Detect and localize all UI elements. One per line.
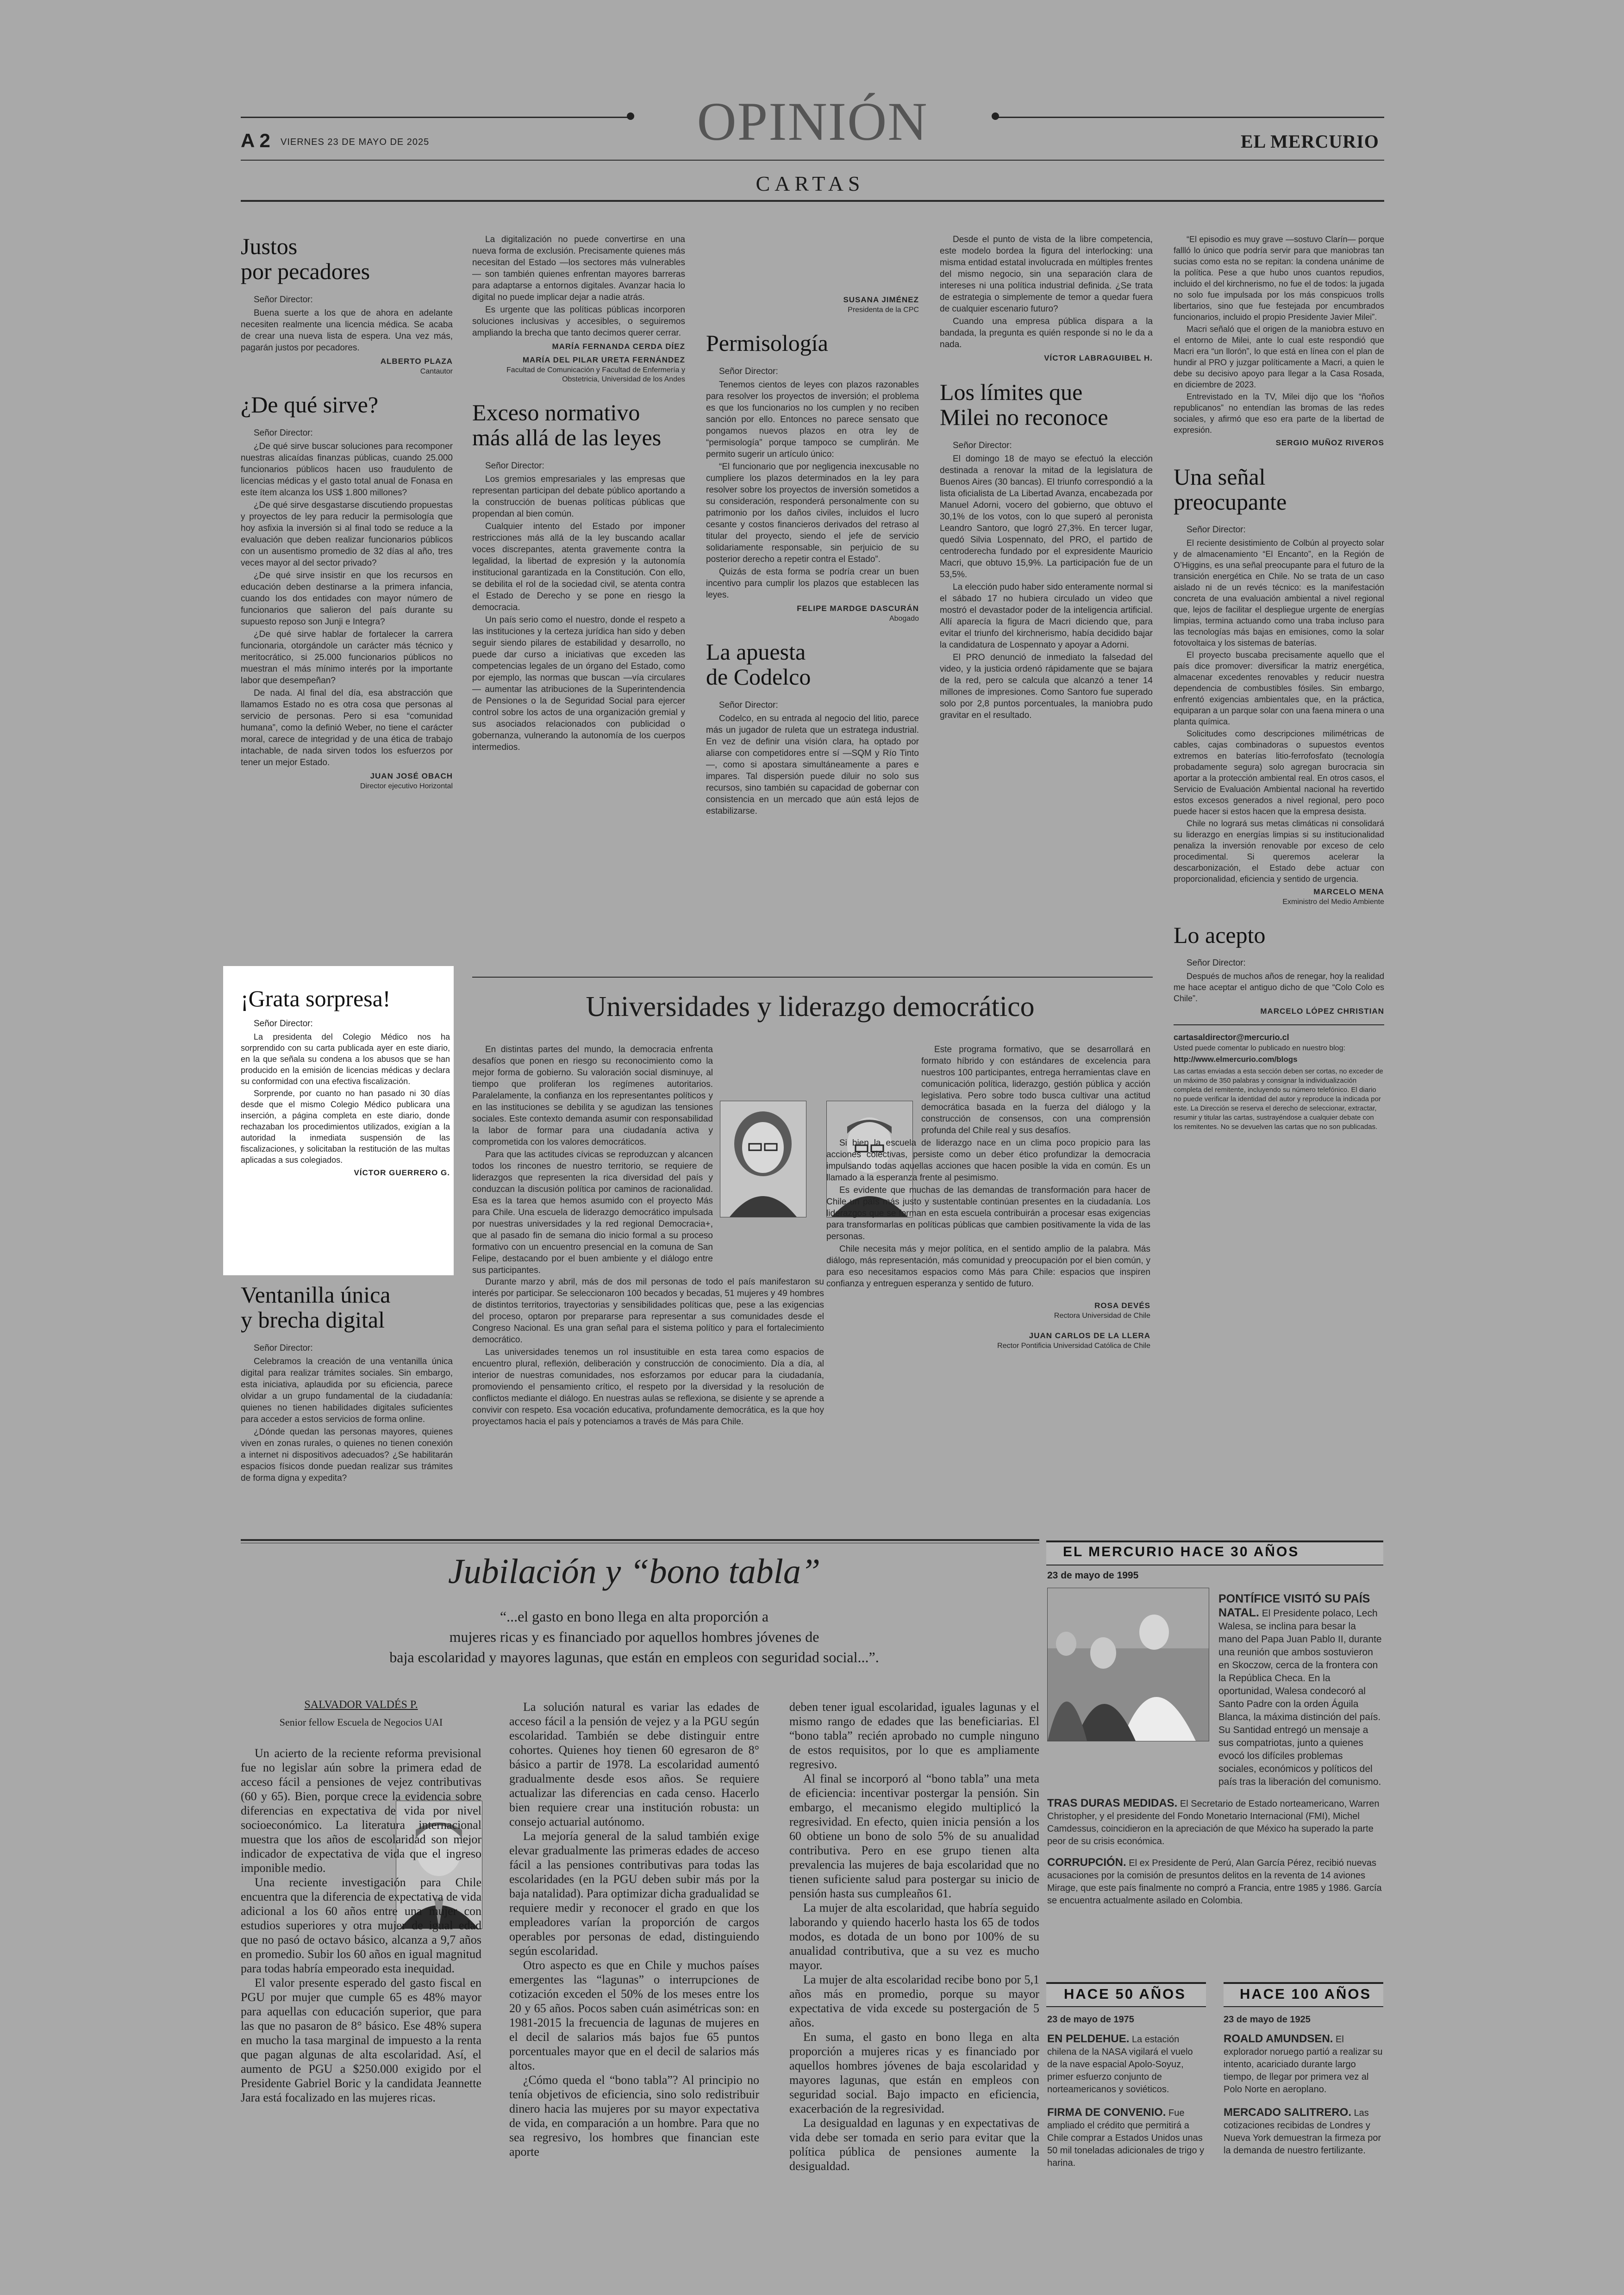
letters-policy: Las cartas enviadas a esta sección deben ser cortas, no exceder de un máximo de 350 palabras y consignar la individualización completa del remitente, incluyendo su número telefónico. El diario no puede verificar la identidad del autor y reproduce la indicada por este. La Dirección se reserva el derecho de seleccionar, extractar, resumir y titular las cartas, sustrayéndose a cualquier debate con los remitentes. No se devuelven las cartas que no son publicadas. — [1174, 1067, 1383, 1131]
letter-signature: FELIPE MARDGE DASCURÁN — [797, 604, 919, 613]
hace-50-items: 23 de mayo de 1975 EN PELDEHUE. La estación chilena de la NASA vigilará el vuelo de la nave espacial Apolo-Soyuz, primer esfuerzo conjunto de norteamericanos y soviéticos. FIRMA DE CONVENIO. Fue ampliado el crédito que permitirá a Chile comprar a Estados Unidos unas 50 mil toneladas adicionales de trigo y harina. — [1047, 2014, 1205, 2168]
subsection-title: CARTAS — [756, 172, 865, 195]
blog-link[interactable]: http://www.elmercurio.com/blogs — [1174, 1055, 1298, 1064]
section-title: OPINIÓN — [697, 91, 928, 152]
letter-title: Exceso normativo más allá de las leyes — [472, 399, 662, 450]
letter-ventanilla: Ventanilla única y brecha digital Señor Director: Celebramos la creación de una ventanilla única digital para realizar trámites sociales. Sin embargo, esta iniciativa, aplaudida por su eficiencia, parece olvidar a un grupo fundamental de la ciudadanía: quienes no tienen habilidades digitales suficientes para acceder a estos servicios de forma online. ¿Dónde quedan las personas mayores, quienes viven en zonas rurales, o quienes no tienen conexión a internet ni dispositivos adecuados? ¿Se habilitarán espacios físicos donde puedan realizar sus trámites de forma digna y expedita? — [241, 1282, 453, 1483]
letter-column-3: SUSANA JIMÉNEZ Presidenta de la CPC Permisología Señor Director: Tenemos cientos de leyes con plazos razonables para resolver los proyectos de inversión; el problema es que los funcionarios no los cumplen y no reciben sanción por ello. Entonces no parece sensato que pongamos nuevos plazos en otra ley de “permisología” porque tampoco se cumplirán. Me permito sugerir un artículo único: “El funcionario que por negligencia inexcusable no cumpliere los plazos determinados en la ley para resolver sobre los proyectos de inversión sometidos a su consideración, responderá personalmente con su patrimonio por los daños civiles, incluidos el lucro cesante y costos financieros derivados del retraso al titular del proyecto, siendo el jefe de servicio solidariamente responsable, sin perjuicio de su posterior derecho a repetir contra el Estado”. Quizás de esta forma se podría crear un buen incentivo para cumplir los plazos que establecen las leyes. FELIPE MARDGE DASCURÁN Abogado La apuesta de Codelco Señor Director: Codelco, en su entrada al negocio del litio, parece más un jugador de ruleta que un estratega industrial. En vez de definir una visión clara, ha optado por aliarse con competidores entre sí —SQM y Río Tinto—, como si apostara simultáneamente a pares e impares. Tal dispersión puede diluir no solo sus recursos, sino también su capacidad de gobernar con consistencia en un mercado que aún está lejos de estabilizarse. — [706, 234, 919, 818]
jubilacion-author: SALVADOR VALDÉS P. — [304, 1699, 418, 1711]
hace-30-header: EL MERCURIO HACE 30 AÑOS — [1063, 1544, 1299, 1559]
letter-column-4: Desde el punto de vista de la libre competencia, este modelo bordea la figura del interlocking: una misma entidad estatal involucrada en múltiples frentes del mismo negocio, sin una separación clara de intereses ni una política industrial definida. ¿Se trata de estrategia o simplemente de temor a quedar fuera de cualquier escenario futuro? Cuando una empresa pública dispara a la bandada, la pregunta es quién responde si no le da a nada. VÍCTOR LABRAGUIBEL H. Los límites que Milei no reconoce Señor Director: El domingo 18 de mayo se efectuó la elección destinada a renovar la mitad de la legislatura de Buenos Aires (30 bancas). El triunfo correspondió a la lista oficialista de La Libertad Avanza, encabezada por Manuel Adorni, vocero del gobierno, que obtuvo el 30,1% de los votos, con lo que superó al peronista Leandro Santoro, que logró 27,3%. En tercer lugar, quedó Silvia Lospennato, del PRO, el partido de centroderecha fundado por el expresidente Mauricio Macri, que obtuvo 15,9%. La participación fue de un 53,5%. La elección pudo haber sido enteramente normal si el sábado 17 no hubiera circulado un video que mostró el devastador poder de la inteligencia artificial. Allí aparecía la figura de Macri diciendo que, para evitar el triunfo del kirchnerismo, había decidido bajar la candidatura de Lospennato y apoyar a Adorni. El PRO denunció de inmediato la falsedad del video, y la justicia ordenó rápidamente que se bajara de la red, pero se calcula que alcanzó a tener 14 millones de impresiones. Como Santoro fue superado solo por 2,8 puntos porcentuales, la maniobra pudo gravitar en el resultado. — [940, 235, 1153, 720]
jubilacion-col-2: La solución natural es variar las edades de acceso fácil a la pensión de vejez y a la PGU según escolaridad. También se debe distinguir entre cohortes. Quienes hoy tienen 60 egresaron de 8° básico a partir de 1978. La escolaridad aumentó gradualmente desde esos años. Se requiere actualizar las diferencias en cada censo. Hacerlo bien requiere crear una institución robusta: un consejo actuarial autónomo. La mejoría general de la salud también exige elevar gradualmente las primeras edades de acceso fácil a las pensiones contributivas para todas las escolaridades (en la PGU deben subir más por la baja natalidad). Para optimizar dicha gradualidad se requiere medir y reconocer el grado en que los empleadores varían la proporción de cargos operables por personas de edad, distinguiendo según escolaridad. Otro aspecto es que en Chile y muchos países emergentes las “lagunas” o interrupciones de cotización exceden el 50% de los meses entre los 20 y 65 años. Pocos saben cuán asimétricas son: en 1981-2015 la frecuencia de lagunas de mujeres en el decil de salarios más bajos fue 65 puntos porcentuales mayor que en el decil de salarios más altos. ¿Cómo queda el “bono tabla”? Al principio no tenía objetivos de eficiencia, sino solo redistribuir dinero hacia las mujeres por su mayor expectativa de vida, en comparación a un hombre. Para que no sea regresivo, los hombres que financian este aporte — [509, 1700, 759, 2158]
letter-title: Permisología — [706, 330, 828, 356]
universidades-col-2: Este programa formativo, que se desarrollará en formato híbrido y con estándares de excelencia para nuestros 100 participantes, entrega herramientas clave en comunicación política, liderazgo, gestión pública y acción legislativa. Pero sobre todo busca cultivar una actitud democrática basada en la fuerza del diálogo y la construcción de consensos, con una comprensión profunda del Chile real y sus desafíos. Si bien la escuela de liderazgo nace en un clima poco propicio para las acciones colectivas, persiste como un deber ético profundizar la democracia impulsando todas aquellas acciones que hacen posible la vida en común. Es un llamado a la esperanza frente al pesimismo. Es evidente que muchas de las demandas de transformación para hacer de Chile un país más justo y sustentable continúan presentes en la ciudadanía. Los liderazgos que se forman en esta escuela contribuirán a procesar esas exigencias para transformarlas en políticas públicas que cambien positivamente la vida de las personas. Chile necesita más y mejor política, en el sentido amplio de la palabra. Más diálogo, más representación, más comunidad y preocupación por el bien común, y para eso necesitamos espacios como Más para Chile: espacios que inspiren confianza y entreguen esperanza y sentido de futuro. ROSA DEVÉS Rectora Universidad de Chile JUAN CARLOS DE LA LLERA Rector Pontificia Universidad Católica de Chile — [826, 1045, 1150, 1350]
hace-100-items: 23 de mayo de 1925 ROALD AMUNDSEN. El explorador noruego partió a realizar su intento, acariciado durante largo tiempo, de llegar por primera vez al Polo Norte en aeroplano. MERCADO SALITRERO. Las cotizaciones recibidas de Londres y Nueva York demuestran la firmeza por la demanda de nuestro fertilizante. — [1224, 2014, 1383, 2156]
contact-email[interactable]: cartasaldirector@mercurio.cl — [1174, 1033, 1289, 1042]
universidades-title: Universidades y liderazgo democrático — [586, 991, 1035, 1023]
letter-grata-sorpresa: ¡Grata sorpresa! Señor Director: La presidenta del Colegio Médico nos ha sorprendido con su carta publicada ayer en este diario, en la que señala su condena a los abusos que se han producido en la emisión de licencias médicas y declara su conformidad con una efectiva fiscalización. Sorprende, por cuanto no han pasado ni 30 días desde que el mismo Colegio Médico publicara una inserción, a página completa en este diario, donde rechazaban los procedimientos utilizados, exigían a la autoridad la inmediata suspensión de las fiscalizaciones, y solicitaban la restitución de las multas aplicadas a sus colegiados. VÍCTOR GUERRERO G. — [241, 986, 450, 1179]
page-number: A 2 — [241, 130, 270, 151]
jubilacion-col-3: deben tener igual escolaridad, iguales lagunas y el mismo rango de edades que las beneficiarias. El “bono tabla” recién aprobado no cumple ninguno de estos requisitos, por lo que es ampliamente regresivo. Al final se incorporó al “bono tabla” una meta de eficiencia: incentivar postergar la pensión. Sin embargo, el mecanismo elegido multiplicó la regresividad. En efecto, quien inicia pensión a los 60 obtiene un bono de solo 5% de su anualidad contributiva. Pero en ese grupo tienen alta prevalencia las mujeres de baja escolaridad que no tienen suficiente salud para postergar su inicio de pensión hasta sus cumpleaños 61. La mujer de alta escolaridad, que habría seguido laborando y quiendo hacerlo hasta los 65 de todos modos, es dotada de un bono por 100% de su anualidad contributiva, que a su vez es mucho mayor. La mujer de alta escolaridad recibe bono por 5,1 años más en promedio, porque su mayor expectativa de vida excede su postergación de 5 años. En suma, el gasto en bono llega en alta proporción a mujeres ricas y es financiado por aquellos hombres jóvenes de baja escolaridad y mayores lagunas, que están en empleos con seguridad social. Bajo impacto en eficiencia, exacerbación de la regresividad. La desigualdad en lagunas y en expectativas de vida debe ser tomada en serio para evitar que la política pública de pensiones aumente la desigualdad. — [789, 1700, 1039, 2173]
letter-signature: SERGIO MUÑOZ RIVEROS — [1275, 438, 1384, 447]
letter-signature: ALBERTO PLAZA — [380, 357, 453, 366]
jubilacion-title: Jubilación y “bono tabla” — [448, 1552, 821, 1591]
letter-title: Ventanilla única y brecha digital — [241, 1282, 391, 1333]
letter-title: Una señal preocupante — [1174, 464, 1287, 515]
letter-column-5: “El episodio es muy grave —sostuvo Clarín— porque fallló lo único que podría servir para que maniobras tan sucias como esta no se repitan: la condena unánime de la política. Pese a que hubo unos cuantos repudios, incluido el del kirchnerismo, no fue el de todos: la jugada no solo fue impulsada por los más conspicuos trolls libertarios, sino que fue festejada por encumbrados funcionarios, incluido el propio Presidente Javier Milei”. Macri señaló que el origen de la maniobra estuvo en el entorno de Milei, ante lo cual este respondió que Macri era “un llorón”, lo que está en línea con el plan de hundir al PRO y juzgar políticamente a Macri, a quien le debe su decisivo apoyo para llegar a la Casa Rosada, en diciembre de 2023. Entrevistado en la TV, Milei dijo que los “ñoños republicanos” no entendían las bromas de las redes sociales, y afirmó que eso era parte de la libertad de expresión. SERGIO MUÑOZ RIVEROS Una señal preocupante Señor Director: El reciente desistimiento de Colbún al proyecto solar y de almacenamiento “El Encanto”, en la Región de O’Higgins, es una señal preocupante para el futuro de la transición energética en Chile. No se trata de un caso aislado ni de un revés técnico: es la manifestación concreta de una evaluación ambiental a nivel regional que, lejos de facilitar el despliegue urgente de energías limpias, termina actuando como una traba incluso para las tecnologías más bajas en emisiones, como la solar fotovoltaica y los sistemas de baterías. El proyecto buscaba precisamente aquello que el país dice promover: diversificar la matriz energética, almacenar excedentes renovables y reducir nuestra dependencia de combustibles fósiles. Sin embargo, enfrentó exigencias ambientales que, en la práctica, equiparan a un parque solar con una faena minera o una planta química. Solicitudes como descripciones milimétricas de cables, cajas combinadoras o supuestos eventos extremos en baterías litio-ferrofosfato (tecnología probadamente segura) solo agregan burocracia sin aportar a la protección ambiental real. En otros casos, el Servicio de Evaluación Ambiental nacional ha revertido estos excesos generados a nivel regional, pero poco puede hacer si estos hacen que la empresa desista. Chile no logrará sus metas climáticas ni consolidará su liderazgo en energías limpias si su institucionalidad penaliza la inversión renovable por exceso de celo procedimental. Si queremos acelerar la descarbonización, el Estado debe actuar con proporcionalidad, eficiencia y sentido de urgencia. MARCELO MENA Exministro del Medio Ambiente Lo acepto Señor Director: Después de muchos años de renegar, hoy la realidad me hace aceptar el antiguo dicho de que “Colo Colo es Chile”. MARCELO LÓPEZ CHRISTIAN cartasaldirector@mercurio.cl Usted puede comentar lo publicado en nuestro blog: http://www.elmercurio.com/blogs Las cartas enviadas a esta sección deben ser cortas, no exceder de un máximo de 350 palabras y consignar la individualización completa del remitente, incluyendo su número telefónico. El diario no puede verificar la identidad del autor y reproduce la indicada por este. La Dirección se reserva el derecho de seleccionar, extractar, resumir y titular las cartas, sustrayéndose a cualquier debate con los remitentes. No se devuelven las cartas que no son publicadas. — [1174, 235, 1384, 1131]
letter-title: ¡Grata sorpresa! — [241, 985, 391, 1011]
letter-signature: VÍCTOR GUERRERO G. — [354, 1168, 450, 1177]
letter-title: Lo acepto — [1174, 922, 1266, 948]
hace-50-header: HACE 50 AÑOS — [1064, 1986, 1186, 2002]
letter-column-1: Justos por pecadores Señor Director: Buena suerte a los que de ahora en adelante necesiten realmente una licencia médica. Se acaba de crear una nueva lista de espera. Una vez más, pagarán justos por pecadores. ALBERTO PLAZA Cantautor ¿De qué sirve? Señor Director: ¿De qué sirve buscar soluciones para recomponer nuestras alicaídas finanzas públicas, cuando 25.000 funcionarios públicos hacen uso fraudulento de licencias médicas y el gasto total anual de Fonasa en este ítem alcanza los US$ 1.800 millones? ¿De qué sirve desgastarse discutiendo propuestas y proyectos de ley para reducir la permisología que hoy asfixia la inversión si al final todo se reduce a la evaluación que deben realizar funcionarios públicos con un ausentismo promedio de 32 días al año, tres veces mayor al del sector privado? ¿De qué sirve insistir en que los recursos en educación deben destinarse a la primera infancia, cuando los dos entidades con mayor número de funcionarios que salieron del país durante su supuesto reposo son Junji e Integra? ¿De qué sirve hablar de fortalecer la carrera funcionaria, otorgándole un carácter más técnico y meritocrático, si 25.000 funcionarios públicos no muestran el más mínimo interés por la importante labor que desempeñan? De nada. Al final del día, esa abstracción que llamamos Estado no es otra cosa que personas al servicio de personas. Pero si esa “comunidad humana”, como la definió Weber, no tiene el carácter moral, carece de integridad y de una ética de trabajo intachable, de nada sirven todos los esfuerzos por tener un mejor Estado. JUAN JOSÉ OBACH Director ejecutivo Horizontal — [241, 233, 453, 790]
signature-deves: ROSA DEVÉS — [1094, 1301, 1150, 1310]
jubilacion-col-1: Un acierto de la reciente reforma previsional fue no legislar aún sobre la primera edad de acceso fácil a pensiones de vejez contributivas (60 y 65). Bien, porque crece la evidencia sobre diferencias en expectativa de vida por nivel socioeconómico. La literatura internacional muestra que los años de escolaridad son mejor indicador de expectativa de vida que el ingreso imponible medio. Una reciente investigación para Chile encuentra que la diferencia de expectativa de vida adicional a los 60 años entre una mujer con estudios superiores y otra mujer de igual edad que no pasó de octavo básico, alcanza a 9,7 años en promedio. Subir los 60 años en igual magnitud para todas habría empeorado esta inequidad. El valor presente esperado del gasto fiscal en PGU por mujer que cumple 65 es 48% mayor para aquellas con educación superior, que para las que no pasaron de 8° básico. Ese 48% supera en mucho la tasa marginal de impuesto a la renta que pagan algunas de alta escolaridad. Así, el aumento de PGU a $250.000 exigido por el Presidente Gabriel Boric y la candidata Jeannette Jara está focalizado en las mujeres ricas. — [241, 1746, 481, 2104]
letter-signature: MARCELO LÓPEZ CHRISTIAN — [1260, 1007, 1384, 1016]
letter-signature: VÍCTOR LABRAGUIBEL H. — [1044, 354, 1153, 362]
letter-signature: JUAN JOSÉ OBACH — [370, 772, 453, 780]
letter-title: Justos por pecadores — [241, 233, 370, 284]
letter-signature: MARÍA DEL PILAR URETA FERNÁNDEZ — [522, 355, 685, 364]
letter-signature: SUSANA JIMÉNEZ — [843, 295, 919, 304]
jubilacion-author-role: Senior fellow Escuela de Negocios UAI — [279, 1716, 443, 1728]
page-date: VIERNES 23 DE MAYO DE 2025 — [281, 137, 430, 147]
signature-delallera: JUAN CARLOS DE LA LLERA — [1029, 1331, 1150, 1340]
letter-title: La apuesta de Codelco — [706, 639, 811, 690]
letter-signature: MARCELO MENA — [1313, 887, 1384, 896]
letter-signature: MARÍA FERNANDA CERDA DÍEZ — [552, 342, 685, 351]
letter-title: ¿De qué sirve? — [241, 392, 379, 418]
hace-30-items: PONTÍFICE VISITÓ SU PAÍS NATAL. El Presidente polaco, Lech Walesa, se inclina para besar la mano del Papa Juan Pablo II, durante una reunión que ambos sostuvieron en Skoczow, cerca de la frontera con la República Checa. En la oportunidad, Walesa condecoró al Santo Padre con la orden Águila Blanca, la máxima distinción del país. Su Santidad entregó un mensaje a sus compatriotas, junto a quienes evocó los difíciles problemas sociales, económicos y políticos del país tras la liberación del comunismo. TRAS DURAS MEDIDAS. El Secretario de Estado norteamericano, Warren Christopher, y el presidente del Fondo Monetario Internacional (FMI), Michel Camdessus, coincidieron en la apreciación de que México ha superado la parte peor de su crisis económica. CORRUPCIÓN. El ex Presidente de Perú, Alan García Pérez, recibió nuevas acusaciones por la comisión de presuntos delitos en la reventa de 14 aviones Mirage, que este país finalmente no compró a Francia, entre 1985 y 1986. García se encuentra actualmente asilado en Colombia. — [1047, 1592, 1382, 1906]
jubilacion-pullquote: “...el gasto en bono llega en alta proporción a mujeres ricas y es financiado por aquellos hombres jóvenes de baja escolaridad y mayores lagunas, que están en empleos con seguridad social...”. — [389, 1608, 879, 1665]
newspaper-name: EL MERCURIO — [1241, 131, 1379, 152]
letter-title: Los límites que Milei no reconoce — [940, 379, 1108, 430]
hace-100-header: HACE 100 AÑOS — [1240, 1986, 1372, 2002]
letter-column-2: La digitalización no puede convertirse en una nueva forma de exclusión. Precisamente quienes más necesitan del Estado —los sectores más vulnerables— son también quienes enfrentan mayores barreras para adaptarse a entornos digitales. Avanzar hacia lo digital no puede implicar dejar a nadie atrás. Es urgente que las políticas públicas incorporen soluciones inclusivas y accesibles, o seguiremos ampliando la brecha que tanto decimos querer cerrar. MARÍA FERNANDA CERDA DÍEZ MARÍA DEL PILAR URETA FERNÁNDEZ Facultad de Comunicación y Facultad de Enfermería y Obstetricia, Universidad de los Andes Exceso normativo más allá de las leyes Señor Director: Los gremios empresariales y las empresas que representan participan del debate público aportando a la construcción de buenas políticas públicas que propendan al bien común. Cualquier intento del Estado por imponer restricciones más allá de la ley buscando acallar voces discrepantes, atenta gravemente contra la legalidad, la libertad de expresión y la autonomía institucional garantizada en la Constitución. Con ello, se debilita el rol de la sociedad civil, se atenta contra el Estado de Derecho y se pone en riesgo la democracia. Un país serio como el nuestro, donde el respeto a las instituciones y la certeza jurídica han sido y deben seguir siendo pilares de estabilidad y desarrollo, no puede dar curso a iniciativas que exceden las competencias legales de un órgano del Estado, como por ejemplo, las normas que buscan —vía circulares— aumentar las atribuciones de la Superintendencia de Pensiones o la de Seguridad Social para ejercer control sobre los actos de una organización gremial y sus asociados relacionados con publicidad o gobernanza, vulnerando la autonomía de los cuerpos intermedios. — [472, 235, 685, 752]
universidades-col-1: En distintas partes del mundo, la democracia enfrenta desafíos que ponen en riesgo su reconocimiento como la mejor forma de gobierno. Su valoración social disminuye, al tiempo que proliferan los regímenes autoritarios. Paralelamente, la confianza en los representantes políticos y en las instituciones se debilita y se agudizan las tensiones sociales. Este contexto demanda asumir con responsabilidad la labor de formar para una ciudadanía activa y comprometida con los valores democráticos. Para que las actitudes cívicas se reproduzcan y alcancen todos los rincones de nuestro territorio, se requiere de liderazgos que representen la rica diversidad del país y conduzcan la discusión política por caminos de racionalidad. Esa es la tarea que hemos asumido con el proyecto Más para Chile. Una escuela de liderazgo democrático impulsada por nuestras universidades y la red regional Democracia+, que al pasado fin de semana dio inicio formal a su proceso formativo con un encuentro presencial en la comuna de San Felipe, destacando por el buen ambiente y el diálogo entre sus participantes. Durante marzo y abril, más de dos mil personas de todo el país manifestaron su interés por participar. Se seleccionaron 100 becados y becadas, 51 mujeres y 49 hombres de distintos territorios, trayectorias y sensibilidades políticas que, pese a las exigencias del proceso, optaron por prepararse para representar a sus comunidades desde el Congreso Nacional. Es una gran señal para el sistema político y para el fortalecimiento democrático. Las universidades tenemos un rol insustituible en esta tarea como espacios de encuentro plural, reflexión, deliberación y construcción de conocimiento. Día a día, al interior de nuestras comunidades, nos esforzamos por educar para la ciudadanía, promoviendo el pensamiento crítico, el respeto por la diversidad y la resolución de conflictos mediante el diálogo. En nuestras aulas se reflexiona, se disiente y se aprende a convivir con respeto. Esa vocación educativa, profundamente democrática, es la que hoy proyectamos hacia el país y potenciamos a través de Más para Chile. — [472, 1045, 824, 1427]
hace-30-date: 23 de mayo de 1995 — [1047, 1570, 1139, 1581]
